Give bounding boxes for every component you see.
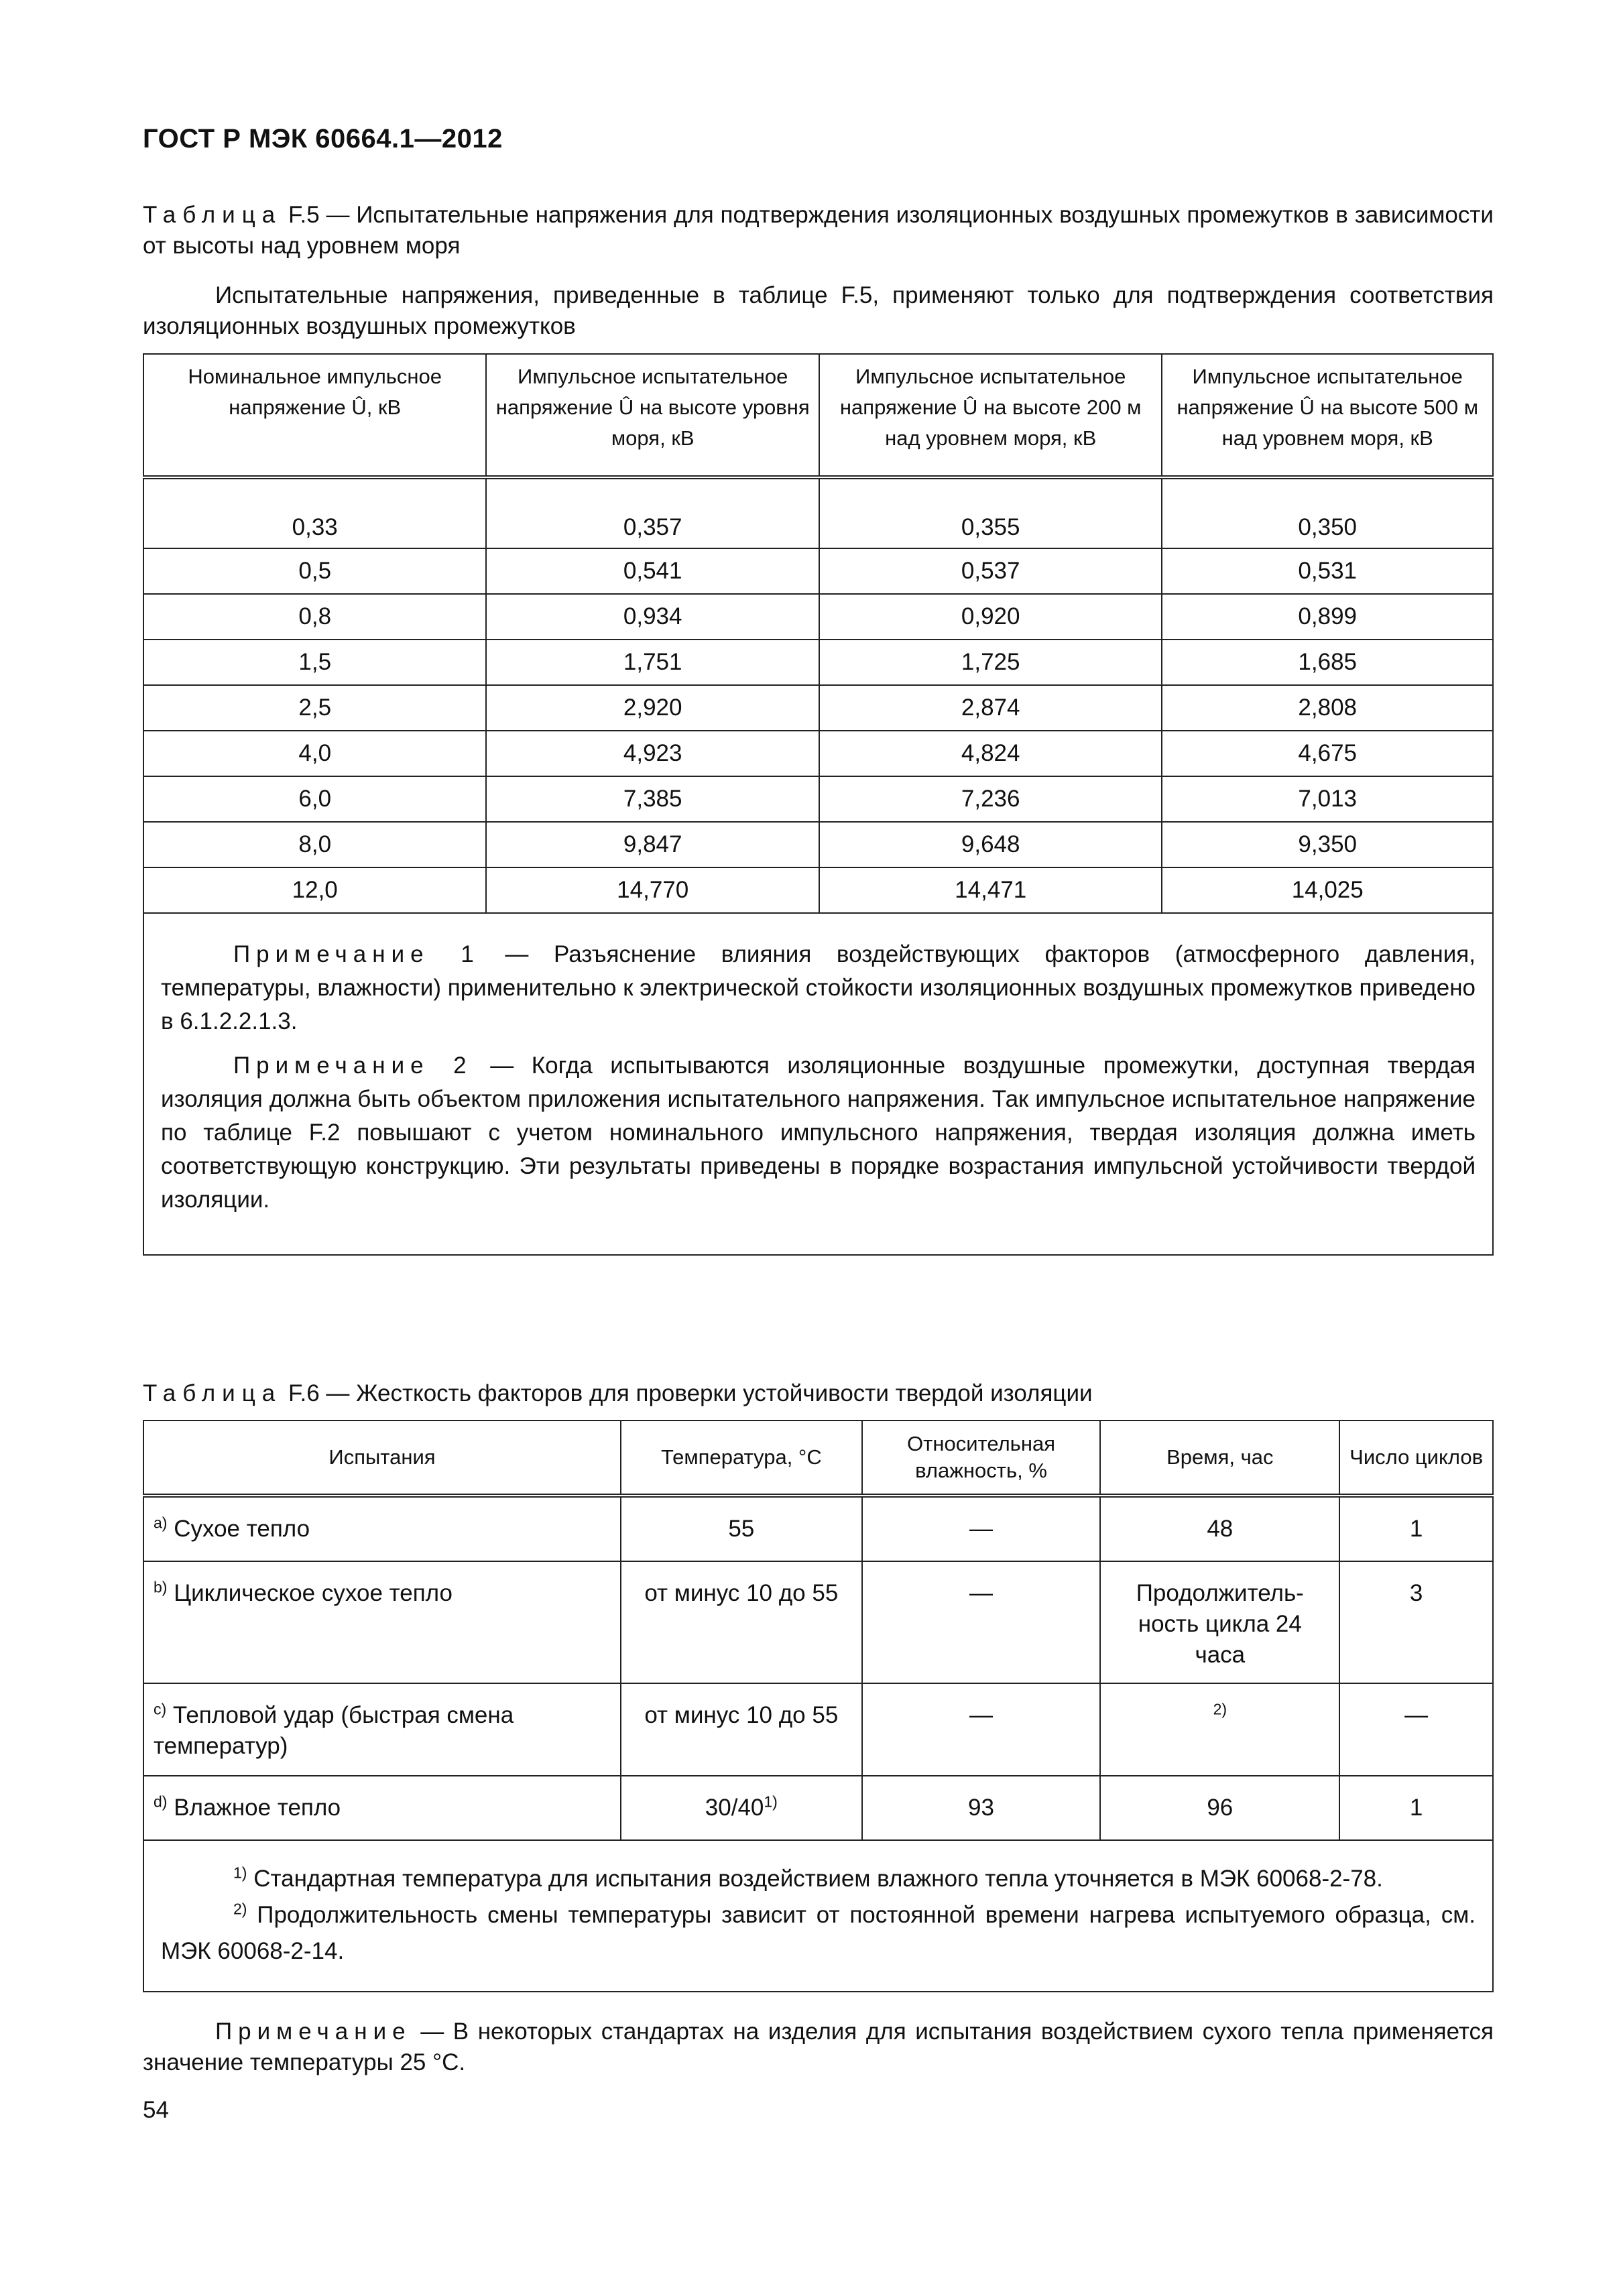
test-marker: b) — [154, 1578, 168, 1596]
table-f5-cell: 0,355 — [819, 477, 1162, 548]
table-f5-row — [143, 640, 1493, 685]
table-f5-notes — [143, 913, 1493, 1255]
table-f5-row — [143, 822, 1493, 867]
test-marker: c) — [154, 1700, 167, 1718]
table-f5-cell: 4,923 — [486, 731, 819, 776]
test-marker: d) — [154, 1793, 168, 1811]
table-f5-cell: 7,236 — [819, 776, 1162, 822]
table-f6-humidity-cell-value: — — [969, 1516, 994, 1542]
table-f6-humidity-cell — [862, 1683, 1101, 1776]
final-note-label: Примечание — [215, 2018, 412, 2045]
table-f6-humidity-cell — [862, 1496, 1101, 1561]
table-f6-row — [143, 1561, 1493, 1683]
table-f6-footnote-2: $^{2)}$ Продолжительность смены температуры зависит от постоянной времени нагрева испытуемого образца, см. МЭК 60068-2-14. — [161, 1900, 1476, 1964]
table-f6-footnotes — [143, 1840, 1493, 1992]
table-f6-temp-cell-value: 30/40 — [705, 1795, 764, 1821]
table-f6-footnote-1: $^{1)}$ Стандартная температура для испытания воздействием влажного тепла уточняется в МЭК 60068-2-78. — [233, 1864, 1383, 1892]
table-f5-cell: 1,725 — [819, 640, 1162, 685]
table-f6-humidity-cell-value: — — [969, 1580, 994, 1606]
table-f6-caption-text: F.6 — Жесткость факторов для проверки устойчивости твердой изоляции — [288, 1380, 1093, 1406]
table-f5-cell: 0,531 — [1162, 548, 1493, 594]
table-f6-humidity-cell — [862, 1561, 1101, 1683]
table-f6-temp-cell — [621, 1496, 862, 1561]
table-f5-row — [143, 867, 1493, 913]
table-f5-caption-text: F.5 — Испытательные напряжения для подтверждения изоляционных воздушных промежутков в зависимости от высоты над уровнем моря — [143, 202, 1494, 259]
table-f6-cycles-cell — [1339, 1561, 1493, 1683]
table-f5-cell: 12,0 — [143, 867, 486, 913]
table-f6-time-cell — [1100, 1496, 1339, 1561]
table-f5-cell: 0,920 — [819, 594, 1162, 640]
table-f6-test-cell — [143, 1776, 621, 1840]
page-number: 54 — [143, 2097, 169, 2123]
table-f5-cell: 7,013 — [1162, 776, 1493, 822]
test-name: Циклическое сухое тепло — [174, 1580, 453, 1606]
table-f6-time-cell-value: 96 — [1207, 1795, 1234, 1821]
test-marker: a) — [154, 1514, 168, 1532]
document-code: ГОСТ Р МЭК 60664.1—2012 — [143, 124, 503, 154]
table-f6-humidity-cell — [862, 1776, 1101, 1840]
table-f5-cell: 14,471 — [819, 867, 1162, 913]
table-f6-temp-cell-footnote-ref: 1) — [764, 1793, 778, 1811]
table-f5-cell: 9,648 — [819, 822, 1162, 867]
table-f5-cell: 0,5 — [143, 548, 486, 594]
table-f6-temp-cell-value: от минус 10 до 55 — [644, 1702, 839, 1728]
table-f6-time-cell-value: Продолжитель-ность цикла 24 часа — [1136, 1580, 1304, 1668]
table-f5-cell: 4,824 — [819, 731, 1162, 776]
table-f5-body — [143, 477, 1493, 913]
table-f6-row — [143, 1496, 1493, 1561]
table-f6-row — [143, 1683, 1493, 1776]
table-f6-cycles-cell-value: — — [1404, 1702, 1429, 1728]
table-f6-header-cell: Относительная влажность, % — [862, 1421, 1101, 1496]
table-f6-humidity-cell-value: 93 — [968, 1795, 994, 1821]
table-f6-caption — [143, 1378, 1494, 1409]
test-name: Влажное тепло — [174, 1795, 341, 1821]
table-f5-cell: 7,385 — [486, 776, 819, 822]
table-f5 — [143, 353, 1494, 1256]
table-f5-cell: 0,33 — [143, 477, 486, 548]
table-f6-cycles-cell — [1339, 1683, 1493, 1776]
table-f6-cycles-cell-value: 1 — [1409, 1516, 1423, 1542]
table-f5-header-cell: Импульсное испытательное напряжение Û на высоте 200 м над уровнем моря, кВ — [819, 354, 1162, 477]
table-f5-cell: 2,808 — [1162, 685, 1493, 731]
table-f6-temp-cell — [621, 1561, 862, 1683]
table-f5-cell: 14,770 — [486, 867, 819, 913]
table-f6-test-cell — [143, 1683, 621, 1776]
table-f5-cell: 0,541 — [486, 548, 819, 594]
table-f6-test-cell — [143, 1496, 621, 1561]
table-f5-cell: 4,675 — [1162, 731, 1493, 776]
table-f5-row — [143, 731, 1493, 776]
table-f5-row — [143, 776, 1493, 822]
table-f5-header-cell: Номинальное импульсное напряжение Û, кВ — [143, 354, 486, 477]
table-f5-cell: 0,899 — [1162, 594, 1493, 640]
final-note — [143, 2016, 1494, 2078]
test-name: Тепловой удар (быстрая смена температур) — [154, 1702, 514, 1759]
table-f5-header-cell: Импульсное испытательное напряжение Û на высоте уровня моря, кВ — [486, 354, 819, 477]
table-f6-time-cell — [1100, 1561, 1339, 1683]
table-f5-cell: 0,357 — [486, 477, 819, 548]
table-f5-cell: 1,685 — [1162, 640, 1493, 685]
table-f5-cell: 9,350 — [1162, 822, 1493, 867]
table-f5-row — [143, 548, 1493, 594]
table-f5-cell: 2,874 — [819, 685, 1162, 731]
table-f5-header-cell: Импульсное испытательное напряжение Û на высоте 500 м над уровнем моря, кВ — [1162, 354, 1493, 477]
table-f6-footnotes-row — [143, 1840, 1493, 1992]
table-f5-cell: 0,8 — [143, 594, 486, 640]
table-f6-cycles-cell-value: 1 — [1409, 1795, 1423, 1821]
table-f5-notes-row — [143, 913, 1493, 1255]
table-f5-cell: 14,025 — [1162, 867, 1493, 913]
table-f6-temp-cell — [621, 1776, 862, 1840]
table-f6-header-cell: Число циклов — [1339, 1421, 1493, 1496]
table-f5-caption-label: Таблица — [143, 202, 282, 228]
table-f5-cell: 1,5 — [143, 640, 486, 685]
table-f6 — [143, 1420, 1494, 1992]
table-f6-time-cell — [1100, 1776, 1339, 1840]
table-f5-cell: 8,0 — [143, 822, 486, 867]
table-f6-header-row — [143, 1421, 1493, 1496]
table-f5-caption — [143, 200, 1494, 261]
table-f5-note-2: Примечание 2 — Когда испытываются изоляционные воздушные промежутки, доступная твердая изоляция должна быть объектом приложения испытательного напряжения. Так импульсное испытательное напряжение по таблице F.2 повышают с учетом номинального импульсного напряжения, твердая изоляция должна иметь соответствующую конструкцию. Эти результаты приведены в порядке возрастания импульсной устойчивости твердой изоляции. — [161, 1052, 1476, 1213]
final-note-text: — В некоторых стандартах на изделия для испытания воздействием сухого тепла применяется значение температуры 25 °С. — [143, 2018, 1494, 2075]
table-f5-row — [143, 685, 1493, 731]
table-f6-cycles-cell — [1339, 1496, 1493, 1561]
table-f5-intro: Испытательные напряжения, приведенные в таблице F.5, применяют только для подтверждения соответствия изоляционных воздушных промежутков — [143, 282, 1494, 339]
table-f5-cell: 0,537 — [819, 548, 1162, 594]
table-f6-header-cell: Испытания — [143, 1421, 621, 1496]
table-f5-note-1: Примечание 1 — Разъяснение влияния воздействующих факторов (атмосферного давления, температуры, влажности) применительно к электрической стойкости изоляционных воздушных промежутков приведено в 6.1.2.2.1.3. — [161, 941, 1476, 1034]
table-f5-row — [143, 477, 1493, 548]
test-name: Сухое тепло — [174, 1516, 310, 1542]
table-f6-temp-cell — [621, 1683, 862, 1776]
table-f6-header-cell: Температура, °С — [621, 1421, 862, 1496]
table-f6-cycles-cell — [1339, 1776, 1493, 1840]
table-f5-cell: 0,934 — [486, 594, 819, 640]
table-f6-caption-label: Таблица — [143, 1380, 282, 1406]
table-f5-row — [143, 594, 1493, 640]
table-f6-humidity-cell-value: — — [969, 1702, 994, 1728]
table-f5-cell: 4,0 — [143, 731, 486, 776]
table-f5-cell: 6,0 — [143, 776, 486, 822]
table-f5-cell: 0,350 — [1162, 477, 1493, 548]
table-f5-cell: 9,847 — [486, 822, 819, 867]
table-f6-body — [143, 1496, 1493, 1840]
table-f6-temp-cell-value: от минус 10 до 55 — [644, 1580, 839, 1606]
table-f6-row — [143, 1776, 1493, 1840]
table-f5-header-row — [143, 354, 1493, 477]
table-f6-time-cell — [1100, 1683, 1339, 1776]
table-f6-time-cell-footnote-ref: 2) — [1213, 1700, 1227, 1718]
table-f5-cell: 2,920 — [486, 685, 819, 731]
table-f5-cell: 2,5 — [143, 685, 486, 731]
table-f6-test-cell — [143, 1561, 621, 1683]
table-f6-time-cell-value: 48 — [1207, 1516, 1234, 1542]
table-f6-header-cell: Время, час — [1100, 1421, 1339, 1496]
table-f6-cycles-cell-value: 3 — [1409, 1580, 1423, 1606]
table-f5-cell: 1,751 — [486, 640, 819, 685]
table-f6-temp-cell-value: 55 — [728, 1516, 755, 1542]
